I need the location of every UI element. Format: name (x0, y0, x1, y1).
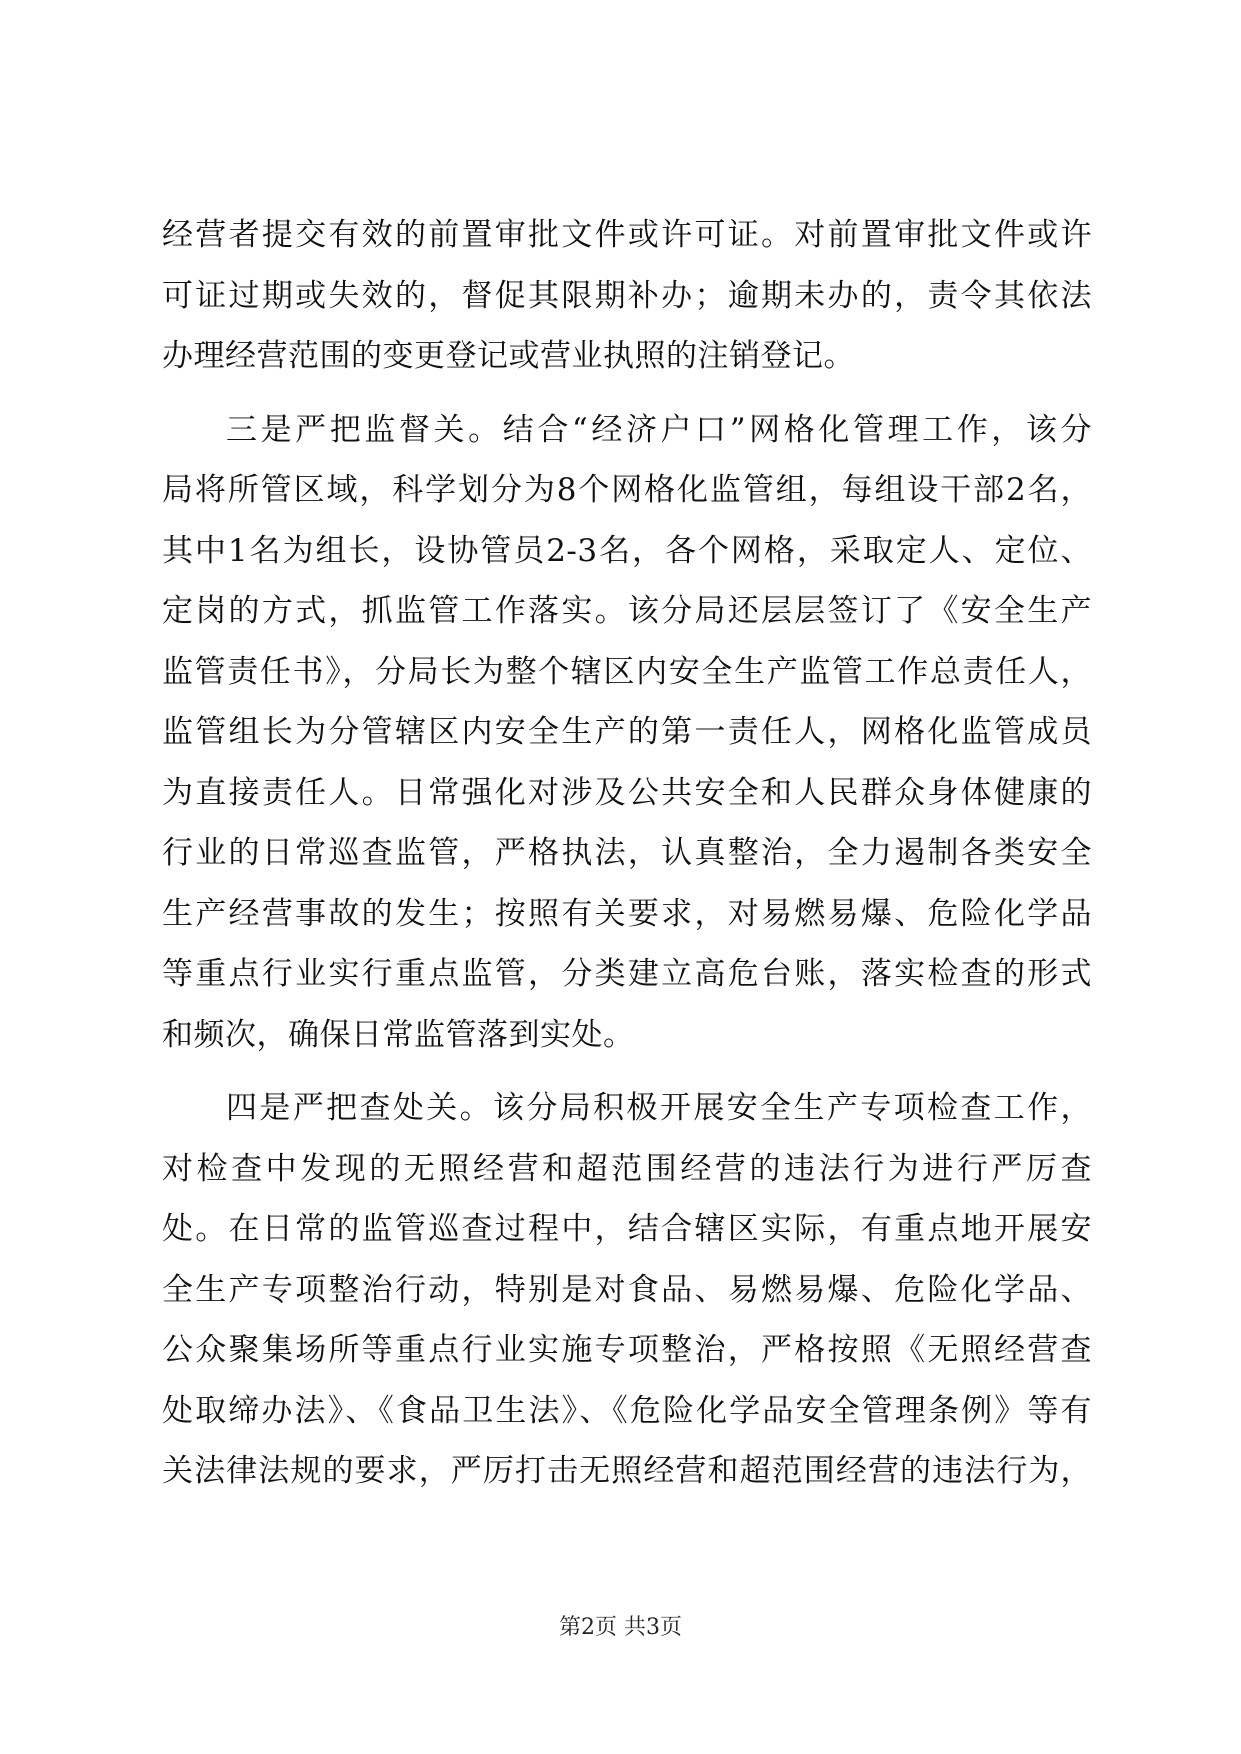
document-body (162, 205, 1092, 1502)
text-line: 生产经营事故的发生；按照有关要求，对易燃易爆、危险化学品 (162, 895, 1092, 932)
text-line: 关法律法规的要求，严厉打击无照经营和超范围经营的违法行为， (162, 1453, 1092, 1489)
page-footer (0, 1613, 1241, 1643)
text-line: 办理经营范围的变更登记或营业执照的注销登记。 (162, 338, 855, 374)
text-line: 监管责任书》，分局长为整个辖区内安全生产监管工作总责任人， (162, 653, 1092, 690)
text-line: 其中1名为组长，设协管员2-3名，各个网格，采取定人、定位、 (162, 532, 1092, 569)
page-number: 第2页 共3页 (559, 1615, 682, 1640)
paragraph-2 (162, 400, 1092, 1066)
text-line: 三是严把监督关。结合“经济户口”网格化管理工作，该分 (226, 411, 1092, 448)
text-line: 四是严把查处关。该分局积极开展安全生产专项检查工作， (226, 1090, 1092, 1126)
text-line: 等重点行业实行重点监管，分类建立高危台账，落实检查的形式 (162, 956, 1092, 992)
paragraph-3 (162, 1078, 1092, 1502)
text-line: 行业的日常巡查监管，严格执法，认真整治，全力遏制各类安全 (162, 835, 1092, 871)
text-line: 可证过期或失效的，督促其限期补办；逾期未办的，责令其依法 (162, 277, 1092, 314)
text-line: 定岗的方式，抓监管工作落实。该分局还层层签订了《安全生产 (162, 593, 1092, 629)
text-line: 监管组长为分管辖区内安全生产的第一责任人，网格化监管成员 (162, 714, 1092, 750)
text-line: 公众聚集场所等重点行业实施专项整治，严格按照《无照经营查 (162, 1332, 1092, 1368)
text-line: 和频次，确保日常监管落到实处。 (162, 1016, 635, 1053)
text-line: 处取缔办法》、《食品卫生法》、《危险化学品安全管理条例》等有 (162, 1392, 1092, 1429)
paragraph-gap (162, 1065, 1092, 1078)
text-line: 为直接责任人。日常强化对涉及公共安全和人民群众身体健康的 (162, 774, 1092, 811)
text-line: 对检查中发现的无照经营和超范围经营的违法行为进行严厉查 (162, 1150, 1092, 1187)
text-line: 全生产专项整治行动，特别是对食品、易燃易爆、危险化学品、 (162, 1271, 1092, 1308)
paragraph-gap (162, 387, 1092, 400)
text-line: 经营者提交有效的前置审批文件或许可证。对前置审批文件或许 (162, 217, 1092, 253)
text-line: 局将所管区域，科学划分为8个网格化监管组，每组设干部2名， (162, 472, 1092, 508)
paragraph-1 (162, 205, 1092, 387)
text-line: 处。在日常的监管巡查过程中，结合辖区实际，有重点地开展安 (162, 1211, 1092, 1247)
